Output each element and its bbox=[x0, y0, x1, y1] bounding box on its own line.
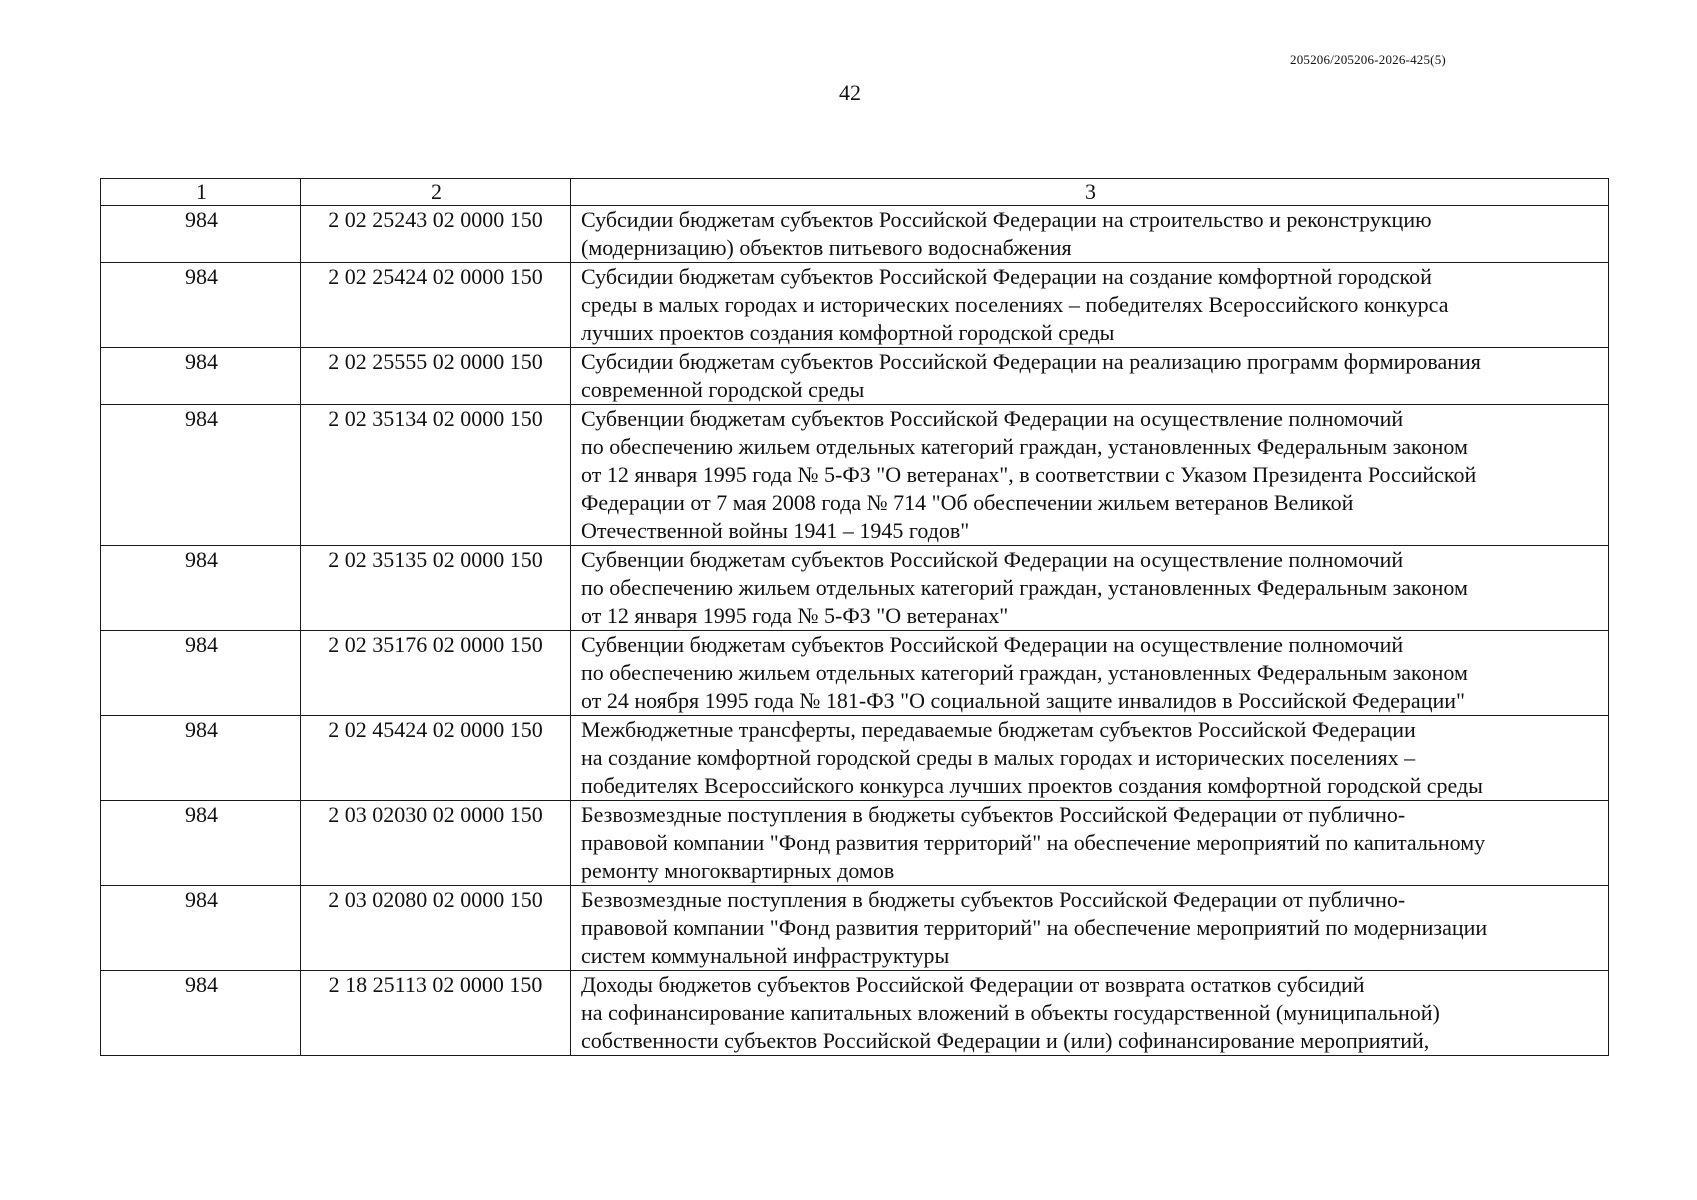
table-header bbox=[101, 179, 1609, 206]
admin-code-cell: 984 bbox=[101, 206, 301, 263]
description-line: собственности субъектов Российской Федерации и (или) софинансирование мероприятий, bbox=[581, 1028, 1430, 1053]
document-id: 205206/205206-2026-425(5) bbox=[1290, 52, 1446, 67]
description-line: на софинансирование капитальных вложений в объекты государственной (муниципальной) bbox=[581, 1000, 1440, 1025]
admin-code-cell: 984 bbox=[101, 546, 301, 631]
table-row bbox=[101, 801, 1609, 886]
description-line: от 12 января 1995 года № 5-ФЗ "О ветеранах", в соответствии с Указом Президента Российской bbox=[581, 462, 1477, 487]
description-line: современной городской среды bbox=[581, 377, 865, 402]
admin-code-cell: 984 bbox=[101, 263, 301, 348]
admin-code-cell: 984 bbox=[101, 886, 301, 971]
table-row bbox=[101, 546, 1609, 631]
description-line: Доходы бюджетов субъектов Российской Федерации от возврата остатков субсидий bbox=[581, 972, 1365, 997]
description-cell bbox=[571, 886, 1609, 971]
column-header-3: 3 bbox=[571, 179, 1609, 206]
table-row bbox=[101, 263, 1609, 348]
description-line: Межбюджетные трансферты, передаваемые бюджетам субъектов Российской Федерации bbox=[581, 717, 1416, 742]
table-row bbox=[101, 348, 1609, 405]
table-row bbox=[101, 405, 1609, 546]
description-line: правовой компании "Фонд развития территорий" на обеспечение мероприятий по модернизации bbox=[581, 915, 1488, 940]
description-line: на создание комфортной городской среды в малых городах и исторических поселениях – bbox=[581, 745, 1416, 770]
table-body bbox=[101, 206, 1609, 1056]
budget-code-cell: 2 02 35176 02 0000 150 bbox=[301, 631, 571, 716]
description-cell bbox=[571, 405, 1609, 546]
header-row bbox=[101, 179, 1609, 206]
description-line: по обеспечению жильем отдельных категорий граждан, установленных Федеральным законом bbox=[581, 660, 1468, 685]
table-row bbox=[101, 971, 1609, 1056]
column-header-2: 2 bbox=[301, 179, 571, 206]
description-line: Субвенции бюджетам субъектов Российской Федерации на осуществление полномочий bbox=[581, 632, 1404, 657]
budget-code-cell: 2 03 02080 02 0000 150 bbox=[301, 886, 571, 971]
description-line: Безвозмездные поступления в бюджеты субъектов Российской Федерации от публично- bbox=[581, 887, 1406, 912]
description-line: Субсидии бюджетам субъектов Российской Федерации на реализацию программ формирования bbox=[581, 349, 1481, 374]
description-line: Федерации от 7 мая 2008 года № 714 "Об обеспечении жильем ветеранов Великой bbox=[581, 490, 1354, 515]
description-line: Отечественной войны 1941 – 1945 годов" bbox=[581, 518, 970, 543]
admin-code-cell: 984 bbox=[101, 716, 301, 801]
budget-code-cell: 2 02 25243 02 0000 150 bbox=[301, 206, 571, 263]
description-cell bbox=[571, 631, 1609, 716]
budget-code-cell: 2 02 45424 02 0000 150 bbox=[301, 716, 571, 801]
description-cell bbox=[571, 263, 1609, 348]
description-line: от 12 января 1995 года № 5-ФЗ "О ветеранах" bbox=[581, 603, 1009, 628]
description-line: (модернизацию) объектов питьевого водоснабжения bbox=[581, 235, 1072, 260]
budget-code-cell: 2 02 35134 02 0000 150 bbox=[301, 405, 571, 546]
description-line: ремонту многоквартирных домов bbox=[581, 858, 895, 883]
column-header-1: 1 bbox=[101, 179, 301, 206]
description-cell bbox=[571, 206, 1609, 263]
description-line: от 24 ноября 1995 года № 181-ФЗ "О социальной защите инвалидов в Российской Федерации" bbox=[581, 688, 1465, 713]
page-number: 42 bbox=[839, 80, 861, 105]
description-line: Субвенции бюджетам субъектов Российской Федерации на осуществление полномочий bbox=[581, 406, 1404, 431]
budget-code-cell: 2 18 25113 02 0000 150 bbox=[301, 971, 571, 1056]
description-line: среды в малых городах и исторических поселениях – победителях Всероссийского конкурса bbox=[581, 292, 1449, 317]
budget-code-cell: 2 02 25555 02 0000 150 bbox=[301, 348, 571, 405]
table-row bbox=[101, 716, 1609, 801]
admin-code-cell: 984 bbox=[101, 348, 301, 405]
description-line: по обеспечению жильем отдельных категорий граждан, установленных Федеральным законом bbox=[581, 575, 1468, 600]
budget-code-cell: 2 03 02030 02 0000 150 bbox=[301, 801, 571, 886]
description-cell bbox=[571, 546, 1609, 631]
budget-code-cell: 2 02 25424 02 0000 150 bbox=[301, 263, 571, 348]
table-row bbox=[101, 886, 1609, 971]
admin-code-cell: 984 bbox=[101, 631, 301, 716]
description-line: систем коммунальной инфраструктуры bbox=[581, 943, 950, 968]
description-cell bbox=[571, 716, 1609, 801]
admin-code-cell: 984 bbox=[101, 971, 301, 1056]
admin-code-cell: 984 bbox=[101, 405, 301, 546]
table-row bbox=[101, 206, 1609, 263]
description-cell bbox=[571, 348, 1609, 405]
table-row bbox=[101, 631, 1609, 716]
description-line: победителях Всероссийского конкурса лучших проектов создания комфортной городской среды bbox=[581, 773, 1483, 798]
description-line: Безвозмездные поступления в бюджеты субъектов Российской Федерации от публично- bbox=[581, 802, 1406, 827]
budget-code-cell: 2 02 35135 02 0000 150 bbox=[301, 546, 571, 631]
description-line: по обеспечению жильем отдельных категорий граждан, установленных Федеральным законом bbox=[581, 434, 1468, 459]
description-line: Субсидии бюджетам субъектов Российской Федерации на строительство и реконструкцию bbox=[581, 207, 1432, 232]
description-line: Субсидии бюджетам субъектов Российской Федерации на создание комфортной городской bbox=[581, 264, 1432, 289]
description-line: правовой компании "Фонд развития территорий" на обеспечение мероприятий по капитальному bbox=[581, 830, 1486, 855]
admin-code-cell: 984 bbox=[101, 801, 301, 886]
description-cell bbox=[571, 801, 1609, 886]
budget-classification-table bbox=[100, 178, 1609, 1056]
description-line: Субвенции бюджетам субъектов Российской Федерации на осуществление полномочий bbox=[581, 547, 1404, 572]
description-cell bbox=[571, 971, 1609, 1056]
description-line: лучших проектов создания комфортной городской среды bbox=[581, 320, 1115, 345]
